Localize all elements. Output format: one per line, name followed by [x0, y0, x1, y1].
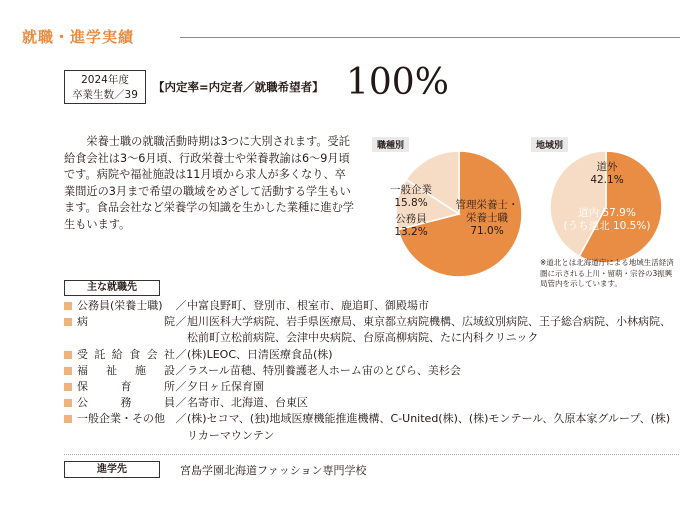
section-title: 就職・進学実績	[22, 28, 135, 46]
employer-entries: (株)セコマ、(独)地域医療機能推進機構、C-United(株)、(株)モンテール、久原本家グループ、(株)リカーマウンテン	[187, 412, 671, 442]
offer-rate-value: 100%	[346, 62, 449, 103]
slice-name: 栄養士職	[466, 212, 508, 224]
list-item	[64, 379, 679, 395]
employer-entries: ラスール苗穂、特別養護老人ホーム宙のとびら、美杉会	[187, 363, 461, 377]
region-slice-label-inside	[561, 207, 653, 233]
bullet-square	[64, 399, 72, 407]
slice-name: (うち道北 10.5%)	[563, 220, 651, 232]
bullet-square	[64, 318, 72, 326]
employer-category: 一般企業・その他	[77, 412, 165, 426]
separator: ／	[175, 412, 187, 426]
bullet-square	[64, 415, 72, 423]
job-slice-label-civil	[386, 213, 436, 239]
employer-list	[64, 298, 679, 444]
employer-entries: 名寄市、北海道、台東区	[187, 396, 308, 410]
footer-divider	[64, 454, 679, 455]
title-divider	[180, 37, 680, 38]
list-item	[64, 314, 679, 346]
employer-entries: (株)LEOC、日清医療食品(株)	[187, 347, 333, 361]
employer-category: 受託給食会社	[77, 347, 175, 361]
slice-percent: 15.8%	[394, 197, 428, 209]
bullet-square	[64, 302, 72, 310]
list-item	[64, 363, 679, 379]
slice-name: 公務員	[395, 213, 427, 225]
job-chart-tag: 職種別	[372, 137, 409, 152]
advancement-school: 宮島学園北海道ファッション専門学校	[180, 464, 367, 477]
separator: ／	[175, 347, 187, 361]
slice-name: 一般企業	[390, 184, 432, 196]
employer-category: 公務員(栄養士職)	[77, 299, 163, 312]
list-item	[64, 395, 679, 411]
year-label: 2024年度	[81, 74, 129, 86]
employer-category: 公務員	[77, 396, 175, 410]
separator: ／	[175, 380, 187, 394]
list-item	[64, 298, 679, 314]
intro-paragraph: 栄養士職の就職活動時期は3つに大別されます。受託給食会社は3～6月頃、行政栄養士や栄養教諭は6～9月頃です。病院や福祉施設は11月頃から求人が多くなり、卒業間近の3月まで希望の職域をめざして活動する学生もいます。食品会社など栄養学の知識を生かした業種に進む学生もいます。	[64, 135, 354, 231]
slice-name: 道外	[596, 161, 618, 173]
graduates-box	[64, 70, 146, 104]
bullet-square	[64, 383, 72, 391]
slice-percent: 71.0%	[470, 225, 504, 237]
employer-entries: 中富良野町、登別市、根室市、鹿追町、御殿場市	[187, 299, 429, 312]
separator: ／	[175, 315, 187, 329]
region-chart-tag: 地域別	[531, 137, 568, 152]
list-item	[64, 347, 679, 363]
employer-entries: 夕日ヶ丘保育園	[187, 380, 264, 394]
bullet-square	[64, 351, 72, 359]
slice-percent: 42.1%	[590, 174, 624, 186]
separator: ／	[175, 363, 187, 377]
advancement-label: 進学先	[64, 461, 160, 478]
separator: ／	[175, 299, 187, 312]
employer-entries: 旭川医科大学病院、岩手県医療局、東京都立病院機構、広域紋別病院、王子総合病院、小林病院、松前町立松前病院、会津中央病院、台原高柳病院、たに内科クリニック	[187, 315, 671, 345]
offer-rate-label: 【内定率=内定者／就職希望者】	[153, 80, 324, 94]
separator: ／	[175, 396, 187, 410]
main-employers-label: 主な就職先	[64, 280, 160, 296]
region-footnote: ※道北とは北海道庁による地域生活経済圏に示される上川・留萌・宗谷の3振興局管内を示しています。	[540, 258, 674, 288]
bullet-square	[64, 367, 72, 375]
job-slice-label-company	[380, 184, 442, 210]
slice-name: 管理栄養士・	[455, 199, 519, 211]
employer-category: 病院	[77, 315, 175, 329]
employer-category: 保育所	[77, 380, 175, 394]
job-slice-label-dietitian	[452, 199, 522, 238]
region-slice-label-outside	[587, 161, 627, 187]
list-item	[64, 411, 679, 443]
slice-percent: 13.2%	[394, 226, 428, 238]
slice-name: 道内 57.9%	[578, 207, 636, 219]
employer-category: 福祉施設	[77, 363, 175, 377]
graduate-count: 卒業生数／39	[72, 89, 138, 101]
